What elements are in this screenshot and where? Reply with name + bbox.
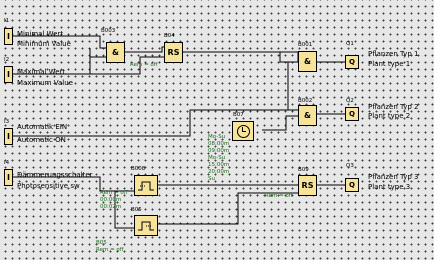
input-symbol: I	[7, 70, 10, 79]
and-block-b002[interactable]	[298, 105, 317, 126]
input-label-de: Minimal Wert	[17, 30, 64, 38]
timer-block-b05[interactable]	[134, 215, 158, 236]
weekly-timer-block-b07[interactable]	[232, 121, 254, 141]
b07-params: Mo-Su 08:00m 09:00m Mo-Su 15:00m 20:00m Su	[208, 134, 230, 182]
and-symbol: &	[304, 111, 311, 120]
block-id: B07	[233, 112, 244, 118]
output-label-en: Plant type 2	[368, 112, 411, 120]
block-id: B05	[131, 207, 142, 213]
input-tag: I1	[4, 18, 10, 24]
input-block-i3[interactable]	[4, 128, 13, 145]
output-tag: Q2	[346, 98, 354, 104]
output-block-q3[interactable]	[345, 178, 359, 192]
clock-icon	[237, 125, 250, 138]
output-label-de: Pflanzen Typ 2	[368, 103, 419, 111]
rs-symbol: RS	[167, 48, 180, 57]
block-id: B008	[131, 166, 146, 172]
input-tag: I3	[4, 119, 10, 125]
output-label-en: Plant type 1	[368, 60, 411, 68]
wire-b07	[262, 116, 298, 130]
on-delay-icon	[137, 179, 155, 193]
output-symbol: Q	[349, 110, 355, 118]
output-tag: Q3	[346, 163, 354, 169]
rs-symbol: RS	[301, 181, 314, 190]
input-block-i2[interactable]	[4, 66, 13, 83]
input-tag: I4	[4, 160, 10, 166]
and-block-b003[interactable]	[106, 42, 125, 63]
input-label-de: Maximal Wert	[17, 68, 66, 76]
input-label-de: Dämmerungsschalter	[17, 171, 93, 179]
b05-params: B05 Rem = off	[96, 240, 124, 253]
output-label-de: Pflanzen Typ 3	[368, 173, 419, 181]
block-id: B002	[298, 98, 313, 104]
b04-param: Rem = off	[130, 62, 158, 68]
and-symbol: &	[112, 48, 119, 57]
input-symbol: I	[7, 132, 10, 141]
input-symbol: I	[7, 32, 10, 41]
b008-params: Rem = off 00:00m 00:02m	[100, 190, 128, 210]
timer-block-b008[interactable]	[134, 175, 158, 196]
output-label-de: Pflanzen Typ 1	[368, 50, 419, 58]
rs-block-b04[interactable]	[164, 42, 183, 63]
input-label-en: Automatic ON	[17, 136, 66, 144]
input-label-en: Photosensitive sw	[17, 182, 80, 190]
input-label-en: Maximum Value	[17, 79, 73, 87]
wire-b003-b04	[125, 47, 164, 52]
block-id: B09	[298, 167, 309, 173]
input-block-i4[interactable]	[4, 169, 13, 186]
output-symbol: Q	[349, 181, 355, 189]
block-id: B001	[298, 42, 313, 48]
b09-param: Rem = off	[265, 193, 293, 199]
and-block-b001[interactable]	[298, 51, 317, 72]
output-symbol: Q	[349, 58, 355, 66]
output-block-q2[interactable]	[345, 107, 359, 121]
output-label-en: Plant type 3	[368, 183, 411, 191]
input-block-i1[interactable]	[4, 28, 13, 45]
block-id: B04	[164, 33, 175, 39]
rs-block-b09[interactable]	[298, 175, 317, 196]
input-label-en: Minimum Value	[17, 40, 71, 48]
output-tag: Q1	[346, 41, 354, 47]
and-symbol: &	[304, 57, 311, 66]
wire-b04-b001-top	[183, 52, 298, 62]
off-delay-icon	[137, 219, 155, 233]
input-label-de: Automatik EIN	[17, 123, 68, 131]
output-block-q1[interactable]	[345, 55, 359, 69]
input-symbol: I	[7, 173, 10, 182]
input-tag: I2	[4, 57, 10, 63]
wire-b04-b001	[183, 52, 298, 62]
block-id: B003	[101, 28, 116, 34]
